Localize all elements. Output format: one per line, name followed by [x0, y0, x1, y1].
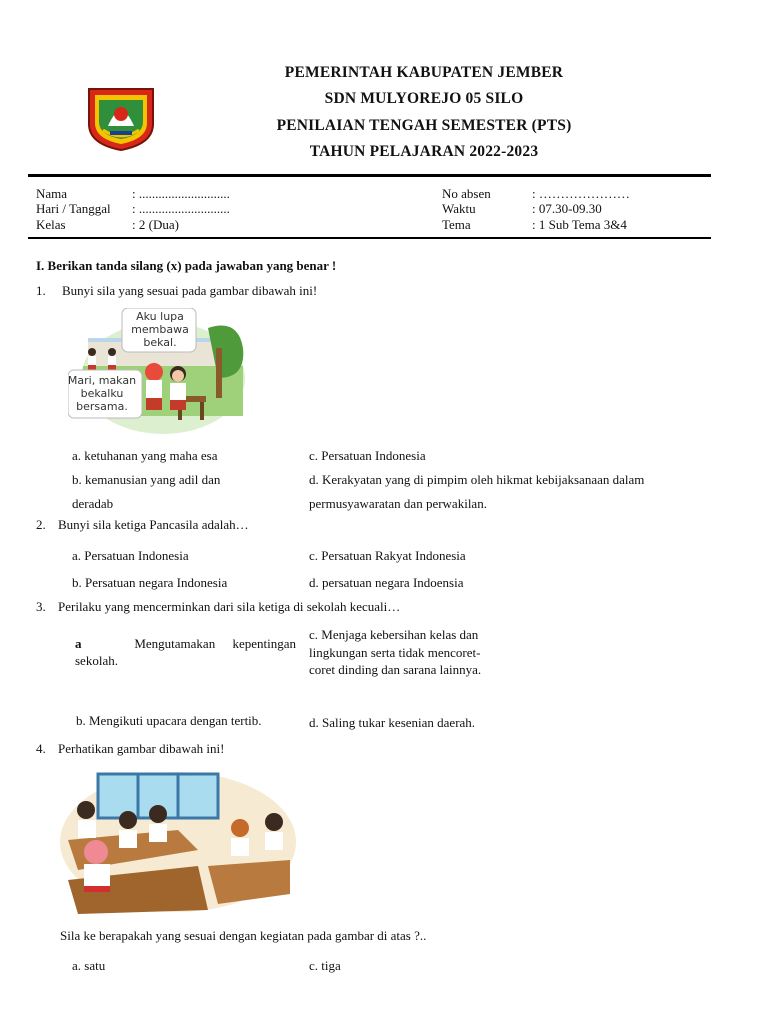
hari-value: : ............................ [132, 201, 230, 216]
q1-option-d-line2[interactable]: permusyawaratan dan perwakilan. [309, 496, 487, 511]
q4-illustration [58, 770, 298, 914]
nama-label: Nama [36, 186, 68, 201]
q4-question: Sila ke berapakah yang sesuai dengan kegiatan pada gambar di atas ?.. [60, 928, 427, 943]
q4-option-a[interactable]: a. satu [72, 958, 106, 973]
q3-option-c-line2[interactable]: lingkungan serta tidak mencoret- [309, 645, 481, 660]
section-instruction: I. Berikan tanda silang (x) pada jawaban yang benar ! [36, 258, 337, 273]
kelas-value: : 2 (Dua) [132, 217, 179, 232]
q4-option-c[interactable]: c. tiga [309, 958, 341, 973]
q1-bubble-left-line3: bersama. [76, 400, 128, 413]
q1-option-c[interactable]: c. Persatuan Indonesia [309, 448, 426, 463]
header-rule-top [28, 174, 711, 177]
absen-label: No absen [442, 186, 491, 201]
q3-option-a-mark[interactable]: a [75, 636, 82, 651]
q2-option-a[interactable]: a. Persatuan Indonesia [72, 548, 189, 563]
q3-option-c-line3[interactable]: coret dinding dan sarana lainnya. [309, 662, 482, 677]
header-school: SDN MULYOREJO 05 SILO [324, 90, 524, 107]
q1-text: Bunyi sila yang sesuai pada gambar dibawah ini! [62, 283, 318, 298]
kelas-label: Kelas [36, 217, 66, 232]
hari-label: Hari / Tanggal [36, 201, 111, 216]
q3-option-d[interactable]: d. Saling tukar kesenian daerah. [309, 715, 476, 730]
header-rule-bottom [28, 237, 711, 239]
q3-option-b[interactable]: b. Mengikuti upacara dengan tertib. [76, 713, 262, 728]
q1-bubble-left-line2: bekalku [80, 387, 124, 400]
waktu-label: Waktu [442, 201, 476, 216]
q3-option-a-line1[interactable]: Mengutamakan kepentingan [134, 636, 296, 651]
q3-text: Perilaku yang mencerminkan dari sila ketiga di sekolah kecuali… [58, 599, 401, 614]
q3-option-a-line2[interactable]: sekolah. [75, 653, 118, 668]
q1-option-b-line1[interactable]: b. kemanusian yang adil dan [72, 472, 221, 487]
q1-bubble-left-line1: Mari, makan [67, 374, 137, 387]
nama-value: : ............................ [132, 186, 230, 201]
q3-option-c-line1[interactable]: c. Menjaga kebersihan kelas dan [309, 627, 479, 642]
q1-bubble-left [60, 374, 144, 413]
q1-option-b-line2[interactable]: deradab [72, 496, 114, 511]
tema-label: Tema [442, 217, 471, 232]
q3-number: 3. [36, 599, 46, 614]
q1-bubble-top-line3: bekal. [143, 336, 177, 349]
waktu-value: : 07.30-09.30 [532, 201, 602, 216]
q1-option-d-line1[interactable]: d. Kerakyatan yang di pimpim oleh hikmat kebijaksanaan dalam [309, 472, 645, 487]
q1-option-a[interactable]: a. ketuhanan yang maha esa [72, 448, 218, 463]
q1-bubble-top-line2: membawa [131, 323, 189, 336]
q4-number: 4. [36, 741, 46, 756]
q1-bubble-top-line1: Aku lupa [136, 310, 184, 323]
q2-number: 2. [36, 517, 46, 532]
q2-text: Bunyi sila ketiga Pancasila adalah… [58, 517, 249, 532]
header-exam: PENILAIAN TENGAH SEMESTER (PTS) [276, 117, 572, 134]
absen-value: : ………………… [532, 186, 630, 201]
q2-option-c[interactable]: c. Persatuan Rakyat Indonesia [309, 548, 466, 563]
q4-text: Perhatikan gambar dibawah ini! [58, 741, 225, 756]
tema-value: : 1 Sub Tema 3&4 [532, 217, 627, 232]
q2-option-b[interactable]: b. Persatuan negara Indonesia [72, 575, 228, 590]
header-year: TAHUN PELAJARAN 2022-2023 [309, 143, 539, 160]
header-government: PEMERINTAH KABUPATEN JEMBER [284, 64, 564, 81]
q1-number: 1. [36, 283, 46, 298]
q2-option-d[interactable]: d. persatuan negara Indoensia [309, 575, 464, 590]
q1-bubble-top [122, 310, 198, 349]
